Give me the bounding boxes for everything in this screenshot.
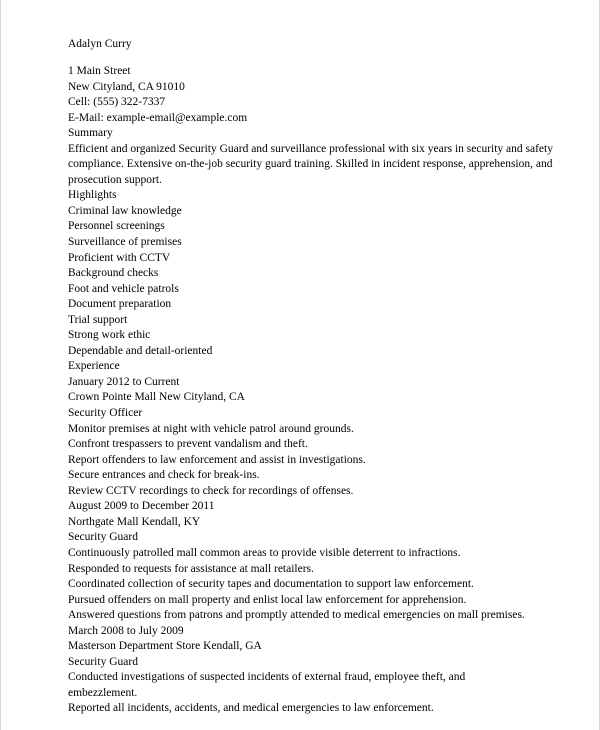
job-dates: January 2012 to Current <box>68 375 180 388</box>
job-duty: Monitor premises at night with vehicle patrol around grounds. <box>68 422 354 435</box>
highlight-item: Criminal law knowledge <box>68 204 182 217</box>
highlight-item: Surveillance of premises <box>68 236 182 249</box>
job-dates: March 2008 to July 2009 <box>68 624 184 637</box>
job-duty: Report offenders to law enforcement and assist in investigations. <box>68 453 366 466</box>
job-duty: Confront trespassers to prevent vandalism and theft. <box>68 438 308 451</box>
job-duty: Continuously patrolled mall common areas to provide visible deterrent to infractions. <box>68 546 461 559</box>
highlight-item: Background checks <box>68 267 159 280</box>
job-duty: Secure entrances and check for break-ins. <box>68 469 260 482</box>
highlight-item: Dependable and detail-oriented <box>68 344 213 357</box>
cell-phone: Cell: (555) 322-7337 <box>68 96 166 109</box>
highlight-item: Trial support <box>68 313 128 326</box>
highlight-item: Personnel screenings <box>68 220 165 233</box>
job-employer: Masterson Department Store Kendall, GA <box>68 640 262 653</box>
page-border-left <box>0 0 1 730</box>
job-duty: Responded to requests for assistance at mall retailers. <box>68 562 314 575</box>
job-title: Security Guard <box>68 655 138 668</box>
job-duty: Answered questions from patrons and promptly attended to medical emergencies on mall premises. <box>68 609 525 622</box>
job-duty: Pursued offenders on mall property and enlist local law enforcement for apprehension. <box>68 593 467 606</box>
address-line-2: New Cityland, CA 91010 <box>68 80 185 93</box>
email-address: E-Mail: example-email@example.com <box>68 111 248 124</box>
job-title: Security Guard <box>68 531 138 544</box>
highlight-item: Document preparation <box>68 298 172 311</box>
highlight-item: Foot and vehicle patrols <box>68 282 179 295</box>
address-line-1: 1 Main Street <box>68 65 131 77</box>
resume-name: Adalyn Curry <box>68 38 132 50</box>
job-employer: Northgate Mall Kendall, KY <box>68 515 201 528</box>
job-employer: Crown Pointe Mall New Cityland, CA <box>68 391 245 404</box>
job-duty: Reported all incidents, accidents, and medical emergencies to law enforcement. <box>68 702 434 715</box>
job-dates: August 2009 to December 2011 <box>68 500 215 513</box>
highlights-heading: Highlights <box>68 189 117 202</box>
summary-heading: Summary <box>68 127 113 140</box>
summary-text: Efficient and organized Security Guard and surveillance professional with six years in security and safety compliance. Extensive on-the-job security guard training. Skilled in incident response, apprehension, and prosecution support. <box>68 142 553 186</box>
experience-heading: Experience <box>68 360 120 373</box>
resume-body <box>68 64 568 717</box>
job-duty: Conducted investigations of suspected incidents of external fraud, employee theft, and embezzlement. <box>68 671 466 699</box>
highlight-item: Strong work ethic <box>68 329 151 342</box>
job-duty: Review CCTV recordings to check for recordings of offenses. <box>68 484 354 497</box>
job-duty: Coordinated collection of security tapes and documentation to support law enforcement. <box>68 578 474 591</box>
job-title: Security Officer <box>68 407 143 420</box>
highlight-item: Proficient with CCTV <box>68 251 171 264</box>
